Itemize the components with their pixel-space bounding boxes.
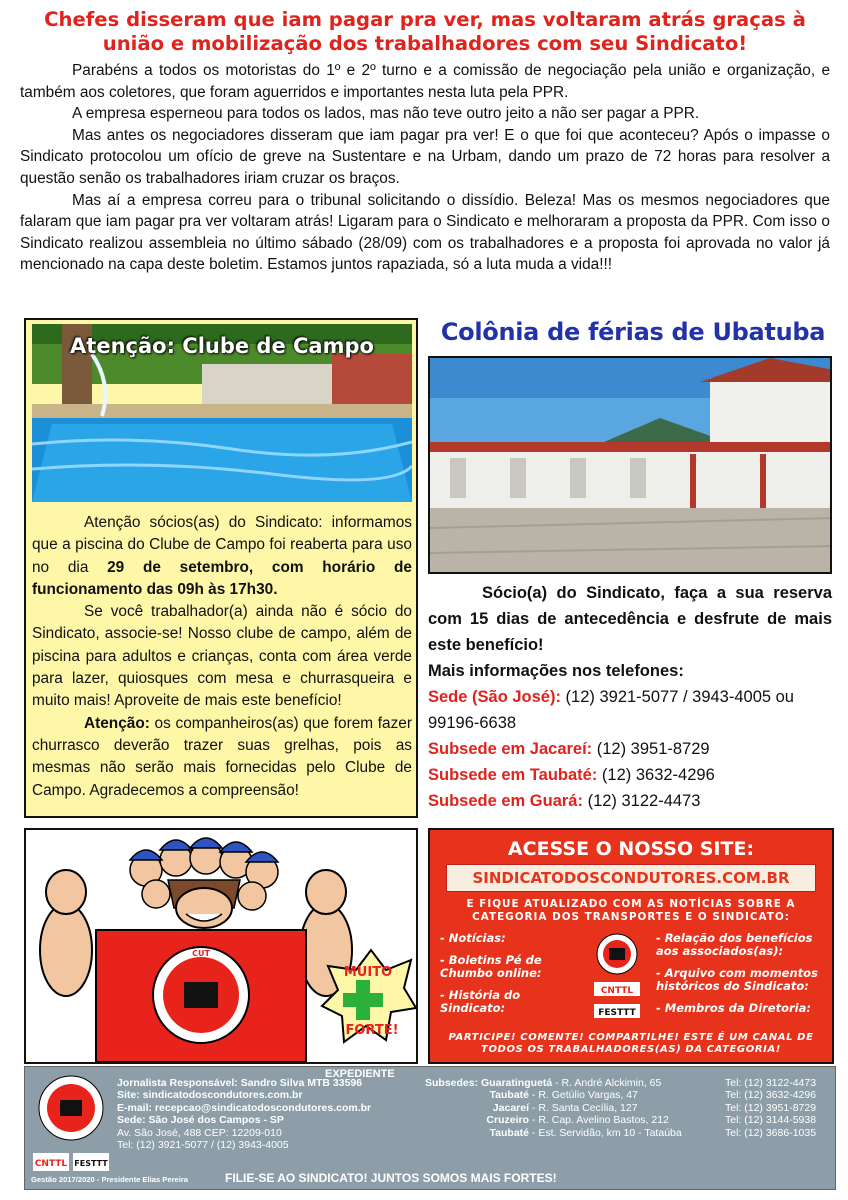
subsede-tel: Tel: (12) 3951-8729: [725, 1101, 817, 1114]
site-url-link[interactable]: SINDICATODOSCONDUTORES.COM.BR: [446, 864, 816, 892]
phone-taubate: Subsede em Taubaté: (12) 3632-4296: [428, 766, 715, 784]
intro-paragraph: Mas antes os negociadores disseram que iam pagar pra ver! E o que foi que aconteceu? Após o impasse o Sindicato protocolou um ofício de greve na Sustentare e na Urbam, dando um prazo de 72 horas para resolver a questão senão os trabalhadores iriam cruzar os braços.: [20, 126, 830, 187]
muito-text: MUITO: [343, 965, 393, 980]
colonia-title: Colônia de férias de Ubatuba: [440, 318, 826, 346]
colonia-promo: Sócio(a) do Sindicato, faça a sua reserva com 15 dias de antecedência e desfrute de mais este benefício!: [428, 584, 832, 654]
site-footer: PARTICIPE! COMENTE! COMPARTILHE! ESTE É UM CANAL DE TODOS OS TRABALHADORES(AS) DA CATEGORIA!: [448, 1032, 814, 1055]
expediente-title: EXPEDIENTE: [325, 1068, 395, 1080]
slogan: FILIE-SE AO SINDICATO! JUNTOS SOMOS MAIS FORTES!: [225, 1171, 557, 1185]
gestao-line: Gestão 2017/2020 - Presidente Elias Pereira: [31, 1175, 189, 1184]
festtt-logo: FESTTT: [598, 1008, 636, 1018]
site-logos: [590, 932, 644, 1024]
site-features-left: [440, 932, 580, 1024]
clube-p1: Atenção sócios(as) do Sindicato: informamos que a piscina do Clube de Campo foi reaberta para uso no dia: [32, 514, 412, 576]
clube-paragraph: [32, 512, 412, 601]
clube-p3: os companheiros(as) que forem fazer churrasco deverão trazer suas grelhas, pois as mesmas não serão mais fornecidas pelo Clube de Campo. Agradecemos a compreensão!: [32, 714, 412, 799]
feature-historia: - História do Sindicato:: [440, 988, 521, 1015]
site-features: [440, 932, 826, 1022]
address-line: Av. São José, 488 CEP: 12209-010: [117, 1126, 282, 1139]
clube-de-campo-panel: [24, 318, 418, 818]
more-info-label: Mais informações nos telefones:: [428, 662, 684, 680]
subsede-tel: Tel: (12) 3686-1035: [725, 1126, 817, 1139]
feature-boletins: - Boletins Pé de Chumbo online:: [440, 953, 542, 980]
journalist: Jornalista Responsável: Sandro Silva MTB 33596: [117, 1077, 363, 1089]
feature-beneficios: - Relação dos benefícios aos associados(as):: [656, 931, 813, 958]
clube-title: Atenção: Clube de Campo: [70, 334, 374, 358]
cartoon-illustration: [24, 828, 418, 1064]
site-promo-box: [428, 828, 834, 1064]
expediente-contacts: [117, 1077, 371, 1151]
intro-paragraph: Parabéns a todos os motoristas do 1º e 2º turno e a comissão de negociação pela união e organização, e também aos coletores, que foram aguerridos e importantes nesta luta pela PPR.: [20, 62, 830, 101]
clube-paragraph-2: Se você trabalhador(a) ainda não é sócio do Sindicato, associe-se! Nosso clube de campo, além de piscina para adultos e crianças, conta com área verde para lazer, quiosques com mesa e churrasqueira e muito mais! Aproveite de mais este benefício!: [32, 603, 412, 710]
colonia-text: [428, 580, 832, 814]
subsede-tel: Tel: (12) 3144-5938: [725, 1114, 817, 1127]
feature-diretoria: - Membros da Diretoria:: [656, 1001, 811, 1015]
site-features-right: [656, 932, 826, 1024]
intro-article: [20, 60, 830, 276]
exp-partner-logos: [33, 1153, 109, 1171]
subsede-row: Jacareí - R. Santa Cecília, 127: [492, 1101, 638, 1114]
sindicato-logo: [33, 1073, 109, 1143]
tel-line: Tel: (12) 3921-5077 / (12) 3943-4005: [117, 1139, 289, 1152]
clube-p1-bold: 29 de setembro, com horário de funcionamento das 09h às 17h30.: [32, 558, 412, 598]
phone-sede: Sede (São José): (12) 3921-5077 / 3943-4005 ou 99196-6638: [428, 688, 794, 732]
exp-festtt: FESTTT: [74, 1159, 108, 1168]
subsede-tel: Tel: (12) 3632-4296: [725, 1089, 817, 1102]
subsede-row: Subsedes: Guaratinguetá - R. André Alckimin, 65: [425, 1077, 662, 1089]
phone-guara: Subsede em Guará: (12) 3122-4473: [428, 792, 701, 810]
cut-mark: CUT: [192, 949, 210, 958]
intro-paragraph: A empresa esperneou para todos os lados, mas não teve outro jeito a não ser pagar a PPR.: [72, 105, 700, 123]
forte-text: FORTE!: [345, 1023, 399, 1038]
feature-noticias: - Notícias:: [440, 931, 506, 945]
exp-cnttl: CNTTL: [34, 1159, 68, 1169]
site-line[interactable]: Site: sindicatodoscondutores.com.br: [117, 1089, 303, 1102]
email-line[interactable]: E-mail: recepcao@sindicatodoscondutores.com.br: [117, 1101, 372, 1114]
clube-paragraph-3: [32, 713, 412, 802]
subsedes-list: [425, 1077, 682, 1139]
subsede-row: Taubaté - R. Getúlio Vargas, 47: [489, 1089, 638, 1102]
subsede-row: Taubaté - Est. Servidão, km 10 - Tataúba: [489, 1126, 682, 1139]
colonia-photo: [428, 356, 832, 574]
subsedes-phones: [725, 1077, 816, 1139]
site-subtitle: E FIQUE ATUALIZADO COM AS NOTÍCIAS SOBRE A CATEGORIA DOS TRANSPORTES E O SINDICATO:: [466, 898, 796, 923]
subsede-tel: Tel: (12) 3122-4473: [725, 1077, 817, 1089]
feature-arquivo: - Arquivo com momentos históricos do Sindicato:: [656, 966, 818, 993]
subsede-row: Cruzeiro - R. Cap. Avelino Bastos, 212: [486, 1114, 669, 1127]
pool-photo: [32, 324, 412, 502]
clube-p3-bold: Atenção:: [84, 714, 150, 732]
sede-line: Sede: São José dos Campos - SP: [117, 1114, 284, 1127]
site-heading: ACESSE O NOSSO SITE:: [507, 838, 755, 860]
expediente: [24, 1066, 836, 1190]
phone-jacarei: Subsede em Jacareí: (12) 3951-8729: [428, 740, 710, 758]
intro-paragraph: Mas aí a empresa correu para o tribunal solicitando o dissídio. Beleza! Mas os mesmos negociadores que falaram que iam pagar pra ver voltaram atrás! Ligaram para o Sindicato e melhoraram a proposta da PPR. Com isso o Sindicato realizou assembleia no último sábado (28/09) com os trabalhadores e a proposta foi aprovada no valor já mencionado na capa deste boletim. Estamos juntos rapaziada, só a luta muda a vida!!!: [20, 191, 830, 274]
headline: Chefes disseram que iam pagar pra ver, mas voltaram atrás graças à união e mobilização dos trabalhadores com seu Sindicato!: [44, 8, 806, 55]
cnttl-logo: CNTTL: [600, 986, 634, 996]
clube-text: [32, 512, 412, 802]
